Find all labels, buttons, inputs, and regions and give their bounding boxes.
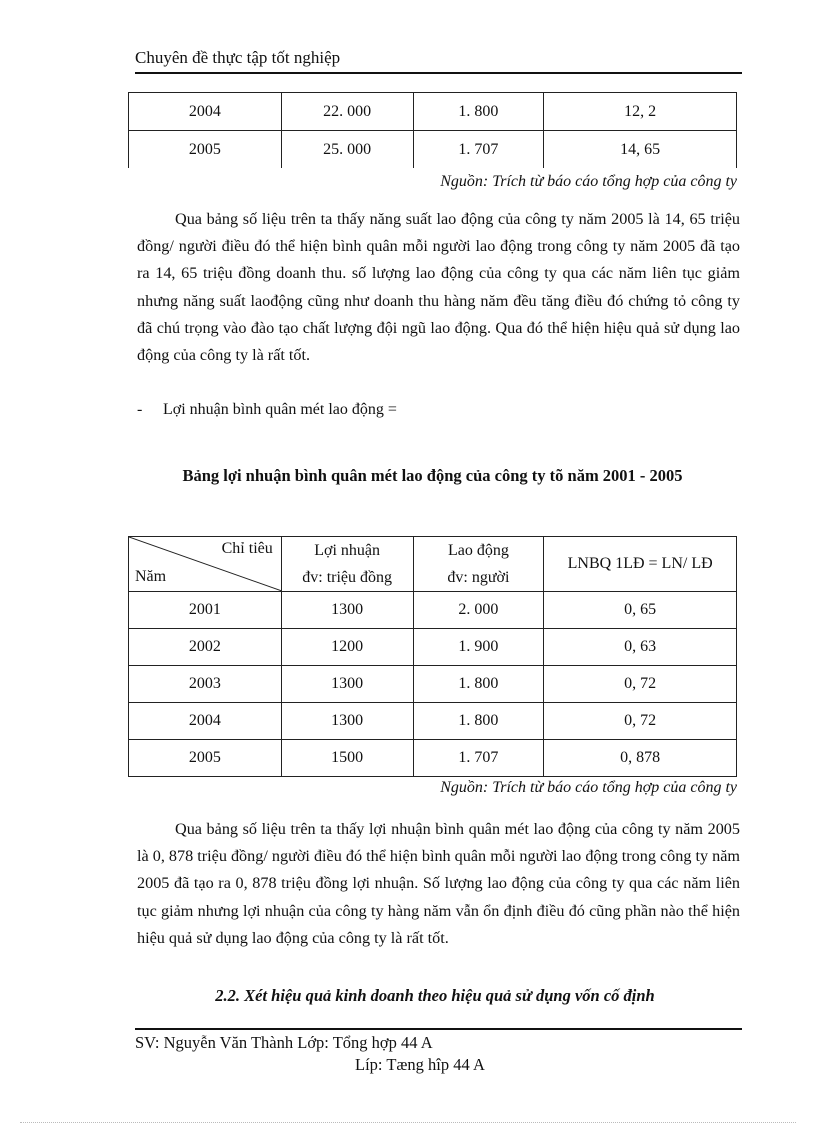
analysis-paragraph-2: Qua bảng số liệu trên ta thấy lợi nhuận bình quân mét lao động của công ty năm 2005 là 0, 878 triệu đồng/ người điều đó thể hiện bình quân mỗi người lao động trong công ty năm 2005 đã tạo ra 0, 878 triệu đồng lợi nhuận. Số lượng lao động của công ty qua các năm liên tục giảm nhưng lợi nhuận của công ty hàng năm vẫn ổn định điều đó cũng phần nào thể hiện hiệu quả sử dụng lao động của công ty là rất tốt. <box>137 820 740 947</box>
table-row <box>129 666 737 703</box>
analysis-paragraph-1: Qua bảng số liệu trên ta thấy năng suất lao động của công ty năm 2005 là 14, 65 triệu đồng/ người điều đó thể hiện bình quân mỗi người lao động trong công ty năm 2005 đã tạo ra 14, 65 triệu đồng doanh thu. số lượng lao động của công ty qua các năm liên tục giảm nhưng năng suất laođộng cũng như doanh thu hàng năm đều tăng điều đó chứng tỏ công ty đã chú trọng vào đào tạo chất lượng đội ngũ lao động. Qua đó thể hiện hiệu quả sử dụng lao động của công ty là rất tốt. <box>137 210 740 365</box>
table-cell: 1. 800 <box>413 666 544 703</box>
table-cell: 1300 <box>281 592 413 629</box>
table-cell: 0, 63 <box>544 629 737 666</box>
table-row <box>129 592 737 629</box>
table-cell: 1. 800 <box>413 703 544 740</box>
table-cell: 2004 <box>129 703 282 740</box>
table-cell: 25. 000 <box>281 131 413 169</box>
table-cell: 0, 878 <box>544 740 737 777</box>
list-dash: - <box>137 401 143 418</box>
row-group-label: Năm <box>135 568 167 585</box>
table-cell: 14, 65 <box>544 131 737 169</box>
table-cell: 2004 <box>129 93 282 131</box>
table-cell: 0, 65 <box>544 592 737 629</box>
table-cell: 1. 900 <box>413 629 544 666</box>
column-header-text: Lợi nhuận <box>314 542 381 559</box>
table-header-row <box>129 537 737 592</box>
table-row <box>129 131 737 169</box>
column-unit-text: đv: người <box>447 569 510 586</box>
profit-formula-item <box>137 401 397 419</box>
table-cell: 2005 <box>129 131 282 169</box>
table-cell: 2005 <box>129 740 282 777</box>
table-cell: 1200 <box>281 629 413 666</box>
footer-student-info: SV: Nguyễn Văn Thành Lớp: Tổng hợp 44 A <box>135 1033 433 1052</box>
table-cell: 1500 <box>281 740 413 777</box>
labor-productivity-table-continued <box>128 92 737 168</box>
table-row <box>129 703 737 740</box>
ratio-column-header: LNBQ 1LĐ = LN/ LĐ <box>544 537 737 592</box>
table-cell: 2002 <box>129 629 282 666</box>
profit-per-worker-table <box>128 536 737 777</box>
column-header-text: Lao động <box>447 542 509 559</box>
table-cell: 1300 <box>281 666 413 703</box>
table-cell: 12, 2 <box>544 93 737 131</box>
profit-column-header <box>281 537 413 592</box>
table2-source-note: Nguồn: Trích từ báo cáo tổng hợp của công ty <box>440 779 737 796</box>
column-group-label: Chỉ tiêu <box>221 540 273 557</box>
section-heading: 2.2. Xét hiệu quả kinh doanh theo hiệu quả sử dụng vốn cố định <box>215 986 655 1005</box>
table-cell: 1300 <box>281 703 413 740</box>
header-divider <box>135 72 742 74</box>
table-cell: 2003 <box>129 666 282 703</box>
table-cell: 2. 000 <box>413 592 544 629</box>
table-cell: 1. 707 <box>413 131 544 169</box>
column-unit-text: đv: triệu đồng <box>302 569 393 586</box>
table1-source-note: Nguồn: Trích từ báo cáo tổng hợp của công ty <box>440 173 737 190</box>
page-header-title: Chuyên đề thực tập tốt nghiệp <box>135 48 341 67</box>
table-cell: 0, 72 <box>544 666 737 703</box>
table-row <box>129 740 737 777</box>
table-cell: 22. 000 <box>281 93 413 131</box>
profit-table-title: Bảng lợi nhuận bình quân mét lao động của công ty tõ năm 2001 - 2005 <box>182 466 683 485</box>
table-cell: 1. 800 <box>413 93 544 131</box>
labor-column-header <box>413 537 544 592</box>
table-row <box>129 93 737 131</box>
table-row <box>129 629 737 666</box>
profit-formula-label: Lợi nhuận bình quân mét lao động = <box>163 401 397 418</box>
table-cell: 0, 72 <box>544 703 737 740</box>
table-cell: 1. 707 <box>413 740 544 777</box>
footer-divider <box>135 1028 742 1030</box>
diagonal-header-cell <box>129 537 282 592</box>
table-cell: 2001 <box>129 592 282 629</box>
footer-class-info: Líp: Tæng hîp 44 A <box>355 1055 485 1074</box>
